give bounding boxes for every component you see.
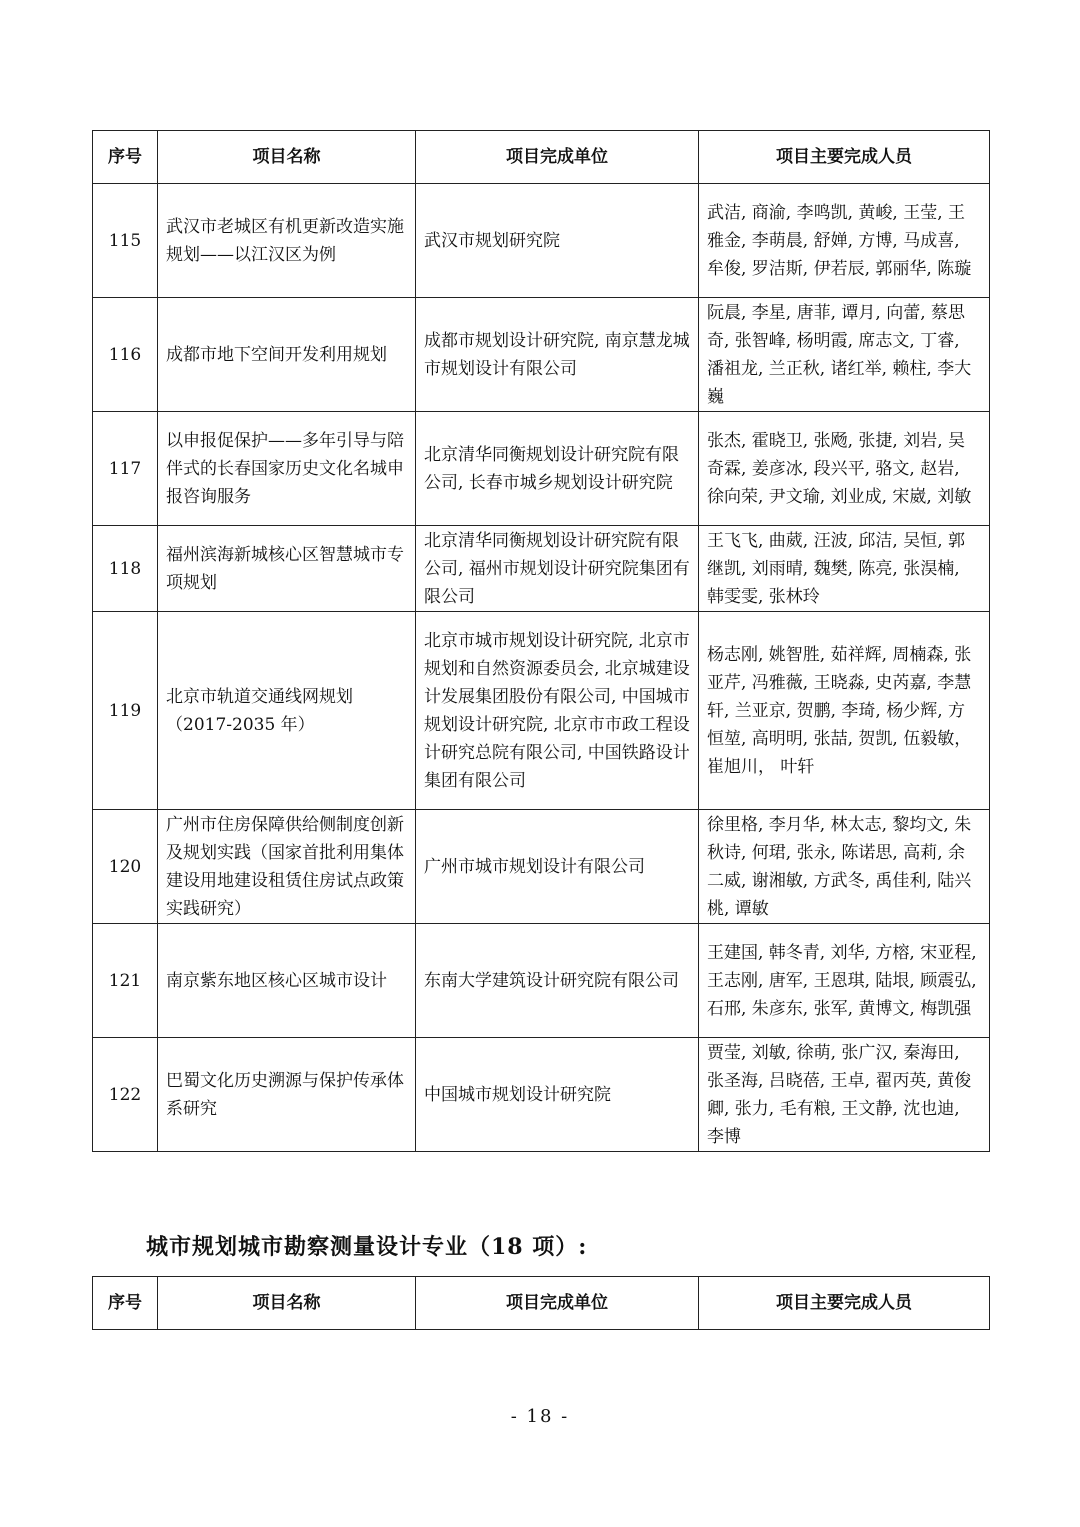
row-people: 武洁, 商渝, 李鸣凯, 黄峻, 王莹, 王雅金, 李萌晨, 舒婵, 方博, 马成喜, 牟俊, 罗洁斯, 伊若辰, 郭丽华, 陈璇 <box>699 184 990 298</box>
row-no: 121 <box>93 924 158 1038</box>
header-people: 项目主要完成人员 <box>699 131 990 184</box>
page-number: - 18 - <box>510 1406 570 1427</box>
row-unit: 广州市城市规划设计有限公司 <box>416 810 699 924</box>
table-row <box>93 298 990 412</box>
header-name: 项目名称 <box>158 1277 416 1330</box>
row-name: 福州滨海新城核心区智慧城市专项规划 <box>158 526 416 612</box>
row-no: 122 <box>93 1038 158 1152</box>
table-row <box>93 412 990 526</box>
row-unit: 中国城市规划设计研究院 <box>416 1038 699 1152</box>
row-name: 巴蜀文化历史溯源与保护传承体系研究 <box>158 1038 416 1152</box>
row-name: 北京市轨道交通线网规划（2017-2035 年） <box>158 612 416 810</box>
row-unit: 北京市城市规划设计研究院, 北京市规划和自然资源委员会, 北京城建设计发展集团股份有限公司, 中国城市规划设计研究院, 北京市市政工程设计研究总院有限公司, 中国铁路设计集团有限公司 <box>416 612 699 810</box>
table-row <box>93 526 990 612</box>
table-header-row <box>93 1277 990 1330</box>
row-unit: 东南大学建筑设计研究院有限公司 <box>416 924 699 1038</box>
row-people: 王建国, 韩冬青, 刘华, 方榕, 宋亚程, 王志刚, 唐军, 王恩琪, 陆垠, 顾震弘, 石邢, 朱彦东, 张军, 黄博文, 梅凯强 <box>699 924 990 1038</box>
header-no: 序号 <box>93 131 158 184</box>
second-table <box>92 1276 990 1330</box>
row-name: 以申报促保护——多年引导与陪伴式的长春国家历史文化名城申报咨询服务 <box>158 412 416 526</box>
header-unit: 项目完成单位 <box>416 1277 699 1330</box>
row-people: 阮晨, 李星, 唐菲, 谭月, 向蕾, 蔡思奇, 张智峰, 杨明霞, 席志文, 丁睿, 潘祖龙, 兰正秋, 诸红举, 赖柱, 李大巍 <box>699 298 990 412</box>
table-row <box>93 612 990 810</box>
table-row <box>93 810 990 924</box>
row-name: 南京紫东地区核心区城市设计 <box>158 924 416 1038</box>
row-people: 王飞飞, 曲葳, 汪波, 邱洁, 吴恒, 郭继凯, 刘雨晴, 魏樊, 陈亮, 张淏楠, 韩雯雯, 张林玲 <box>699 526 990 612</box>
table-row <box>93 184 990 298</box>
table-row <box>93 924 990 1038</box>
row-no: 120 <box>93 810 158 924</box>
row-people: 贾莹, 刘敏, 徐萌, 张广汉, 秦海田, 张圣海, 吕晓蓓, 王卓, 翟丙英, 黄俊卿, 张力, 毛有粮, 王文静, 沈也迪, 李博 <box>699 1038 990 1152</box>
row-name: 广州市住房保障供给侧制度创新及规划实践（国家首批利用集体建设用地建设租赁住房试点政策实践研究） <box>158 810 416 924</box>
header-unit: 项目完成单位 <box>416 131 699 184</box>
row-no: 115 <box>93 184 158 298</box>
row-no: 116 <box>93 298 158 412</box>
row-name: 武汉市老城区有机更新改造实施规划——以江汉区为例 <box>158 184 416 298</box>
section-heading: 城市规划城市勘察测量设计专业（18 项）: <box>146 1234 588 1260</box>
row-name: 成都市地下空间开发利用规划 <box>158 298 416 412</box>
row-people: 张杰, 霍晓卫, 张飏, 张捷, 刘岩, 吴奇霖, 姜彦冰, 段兴平, 骆文, 赵岩, 徐向荣, 尹文瑜, 刘业成, 宋崴, 刘敏 <box>699 412 990 526</box>
header-name: 项目名称 <box>158 131 416 184</box>
row-people: 杨志刚, 姚智胜, 茹祥辉, 周楠森, 张亚芹, 冯雅薇, 王晓淼, 史芮嘉, 李慧轩, 兰亚京, 贺鹏, 李琦, 杨少辉, 方恒堃, 高明明, 张喆, 贺凯, 伍毅敏， 崔旭川， 叶轩 <box>699 612 990 810</box>
row-unit: 成都市规划设计研究院, 南京慧龙城市规划设计有限公司 <box>416 298 699 412</box>
row-no: 119 <box>93 612 158 810</box>
header-no: 序号 <box>93 1277 158 1330</box>
row-people: 徐里格, 李月华, 林太志, 黎均文, 朱秋诗, 何珺, 张永, 陈诺思, 高莉, 余二威, 谢湘敏, 方武冬, 禹佳利, 陆兴桃, 谭敏 <box>699 810 990 924</box>
table-row <box>93 1038 990 1152</box>
table-header-row <box>93 131 990 184</box>
row-unit: 武汉市规划研究院 <box>416 184 699 298</box>
row-no: 117 <box>93 412 158 526</box>
header-people: 项目主要完成人员 <box>699 1277 990 1330</box>
row-no: 118 <box>93 526 158 612</box>
row-unit: 北京清华同衡规划设计研究院有限公司, 福州市规划设计研究院集团有限公司 <box>416 526 699 612</box>
projects-table <box>92 130 990 1152</box>
row-unit: 北京清华同衡规划设计研究院有限公司, 长春市城乡规划设计研究院 <box>416 412 699 526</box>
